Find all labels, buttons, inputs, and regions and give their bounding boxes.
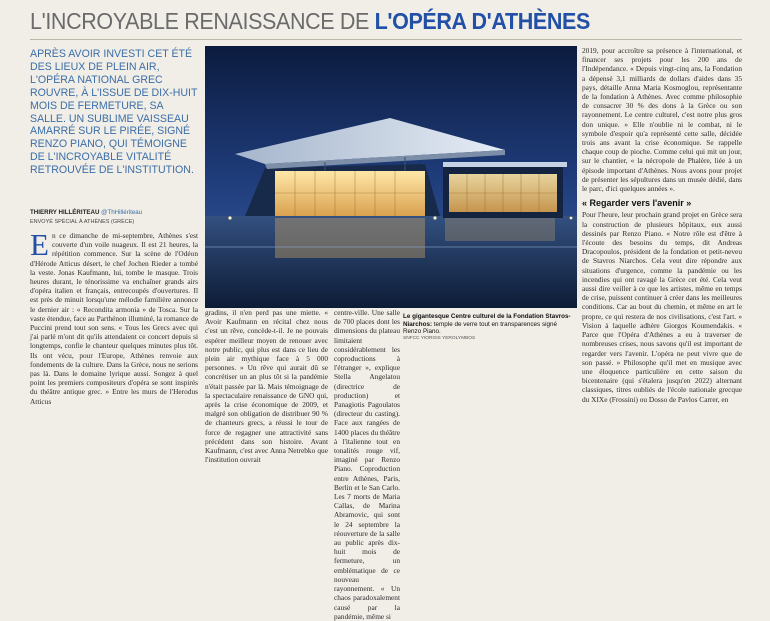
headline-part-2: L'OPÉRA D'ATHÈNES [374,8,590,34]
drop-cap: E [30,227,49,262]
column-4-body-after: Pour l'heure, leur prochain grand projet en Grèce sera la construction de plusieurs hôpitaux, eux aussi dessinés par Renzo Piano. « Notre rôle est d'être à l'écoute des besoins du temps, dit Andreas Dracopoulos, président de la fondation et petit-neveu de Stavros Niarchos. Cela veut dire répondre aux situations d'urgence, comme la pandémie ou les incendies qui ont ravagé la Grèce cet été. Cela veut aussi dire veiller à ce que les artistes, même en temps de crise, puissent continuer à créer dans les meilleures conditions. Car au bout du chemin, et même en art le propre, ce qui restera de nos civilisations, c'est l'art. » Vision à laquelle adhère Giorgos Koumendakis. « Parce que l'Opéra d'Athènes a eu à traverser de nombreuses crises, nous savons qu'il est important de regarder vers l'avenir. L'opéra ne peut vivre que de son passé. » Philosophe qu'il met en musique avec une éloquence particulière en cette saison du bicentenaire (qui s'étalera jusqu'en 2022) alternant classiques, titres oubliés de l'école nationale grecque du XIXe (Frossini) ou Dosso de Pavlos Carrer, en [582,210,742,404]
byline-author [30,209,142,216]
headline-rule [30,39,742,40]
photo-credit: SNFCC YIORGIS YEROLYMBOS [403,336,476,341]
photo-caption [403,313,573,336]
opera-photo [205,46,577,308]
photo-caption-title: Le gigantesque Centre culturel de la Fondation Stavros-Niarchos: [403,313,571,328]
article-column-3 [334,308,400,621]
column-3-body: centre-ville. Une salle de 700 places dont les dimensions du plateau limitaient considérablement les coproductions à l'étranger », explique Stella Angelatou (directrice de production) et Panagiotis Pagoulatos (directeur du casting). Face aux rangées de 1400 places du théâtre à l'italienne tout en tonalités rouge vif, imaginé par Renzo Piano. Coproduction entre Athènes, Paris, Berlin et le San Carlo. Les 7 morts de Maria Callas, de Marina Abramovic, qui sont le 24 septembre la réouverture de la salle au public après dix-huit mois de fermeture, un emblématique de ce nouveau rayonnement. « Un chaos paradoxalement causé par la pandémie, même si [334,308,400,621]
headline-part-1: L'INCROYABLE RENAISSANCE DE [30,8,375,34]
article-column-2 [205,308,328,465]
article-column-1 [30,227,198,433]
byline-author-handle: @ThHillériteau [99,209,143,216]
column-1-text [30,227,198,406]
column-4-body-before: 2019, pour accroître sa présence à l'international, et financer ses projets pour les 200 ans de l'Indépendance. « Depuis vingt-cinq ans, la Fondation a dépensé 3,1 milliards de dollars d'aides dans 35 pays, détaille Anna Maria Kosmoglou, représentante de la fondation à Athènes. Avec comme philosophie de consacrer 30 % des dons à la Grèce ou son rayonnement. Le centre culturel, c'est notre plus gros don unique. » Elle n'oublie ni le combat, ni le symbole d'espoir qu'a représenté cette salle, décidée trois ans avant la crise économique. Se rappelle chaque coup de pioche. Comme celui qui mit un jour, sur le chantier, « la nécropole de Phalère, liée à un épisode important d'Athènes. Nous avons pour projet de présenter les sépultures dans un musée dédié, dans le parc, d'ici quelques années ». [582,46,742,194]
photo-caption-text: temple de verre tout en transparences signé Renzo Piano. [403,320,558,336]
article-column-4 [582,46,742,433]
column-2-body: gradins, il n'en perd pas une miette. « Avoir Kaufmann en récital chez nous c'est un rêve, concède-t-il. Je ne pouvais espérer meilleur moyen de renouer avec notre public, qui plus est dans ce lieu de plein air mythique face à 5 000 personnes. » Un rêve qui aurait dû se concrétiser un an plus tôt si la pandémie n'était passée par là. Mais témoignage de la spectaculaire renaissance de GNO qui, après la crise économique de 2009, et malgré son obligation de distribuer 90 % de chanteurs grecs, a réussi le tour de force de regagner une attractivité sans précédent dans son histoire. Avant Kaufmann, c'est avec Anna Netrebko que l'institution ouvrait [205,308,328,465]
byline-role: ENVOYÉ SPÉCIAL À ATHÈNES (GRÈCE) [30,219,135,225]
column-4-subhead: « Regarder vers l'avenir » [582,198,692,209]
column-1-body: n ce dimanche de mi-septembre, Athènes s'est couverte d'un voile nuageux. Il est 21 heures, la répétition commence. Sur la scène de l'Odéon d'Hérode Atticus désert, le chef Jochen Rieder a tombé la veste. Jonas Kaufmann, lui, tombe le masque. Trois heures durant, le ténorissime va enchaîner grands airs d'opéra italien et français, entrecoupés d'ouvertures. Il est près de minuit lorsqu'une mélodie familière annonce le dernier air : « Recondita armonia » de Tosca. Sur la vaste étendue, face au Parthénon illuminé, la romance de Puccini prend tout son sens. « Tous les Grecs avec qui j'ai parlé m'ont dit qu'ils attendaient ce concert depuis si longtemps, confie le chanteur quelques minutes plus tôt. Ils ont vécu, pour l'Europe, Athènes renvoie aux fondements de la culture. Dans la Grèce, nous ne serions pas là. Dans le domaine lyrique aussi. Songez à quel point les premiers compositeurs d'opéra se sont inspirés du théâtre antique grec. » Entre les murs de l'Herodus Atticus [30,231,198,406]
byline-author-name: THIERRY HILLÉRITEAU [30,209,100,216]
intro-paragraph: APRÈS AVOIR INVESTI CET ÉTÉ DES LIEUX DE PLEIN AIR, L'OPÉRA NATIONAL GREC ROUVRE, À L'ISSUE DE DIX-HUIT MOIS DE FERMETURE, SA SALLE. UN SUBLIME VAISSEAU AMARRÉ SUR LE PIRÉE, SIGNÉ RENZO PIANO, QUI TÉMOIGNE DE L'INCROYABLE VITALITÉ RETROUVÉE DE L'INSTITUTION. [30,48,198,177]
headline [30,6,590,36]
opera-building-illustration [205,46,577,308]
